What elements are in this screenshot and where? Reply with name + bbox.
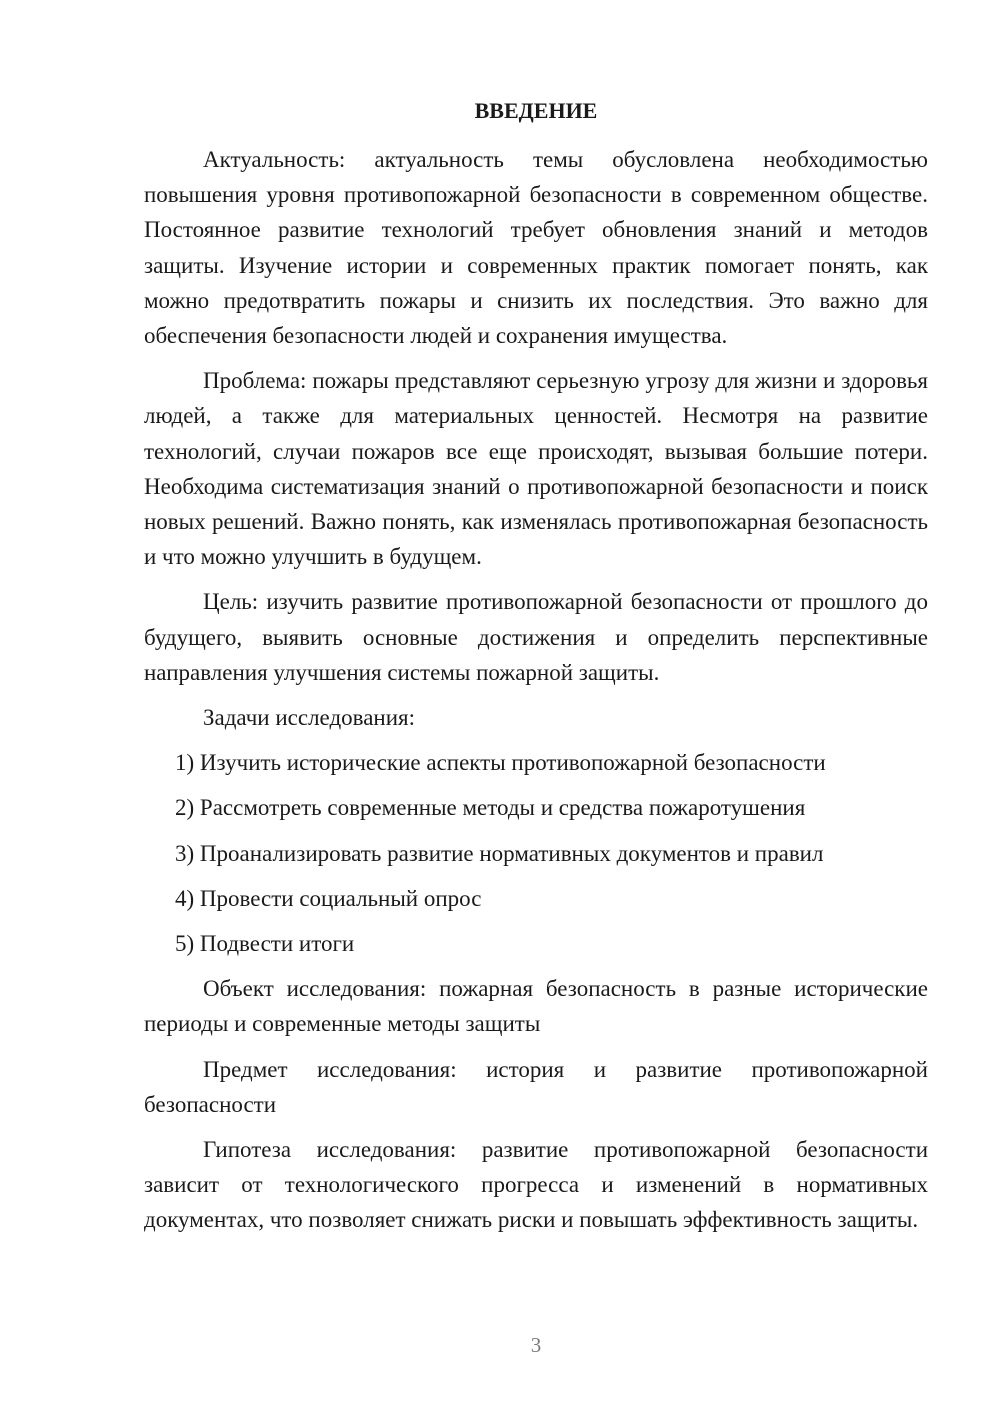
page-number: 3 [530, 1333, 542, 1357]
tasks-heading: Задачи исследования: [203, 705, 416, 731]
task-item-3: 3) Проанализировать развитие нормативных документов и правил [175, 840, 824, 866]
document-page [144, 94, 928, 1248]
paragraph-hypothesis: Гипотеза исследования: развитие противопожарной безопасности зависит от технологического прогресса и изменений в нормативных документах, что позволяет снижать риски и повышать эффективность защиты. [144, 1137, 928, 1233]
paragraph-subject: Предмет исследования: история и развитие противопожарной безопасности [144, 1056, 928, 1117]
task-item-4: 4) Провести социальный опрос [175, 885, 482, 911]
paragraph-problem: Проблема: пожары представляют серьезную угрозу для жизни и здоровья людей, а также для материальных ценностей. Несмотря на развитие технологий, случаи пожаров все еще происходят, вызывая большие потери. Необходима систематизация знаний о противопожарной безопасности и поиск новых решений. Важно понять, как изменялась противопожарная безопасность и что можно улучшить в будущем. [144, 368, 928, 570]
paragraph-goal: Цель: изучить развитие противопожарной безопасности от прошлого до будущего, выявить основные достижения и определить перспективные направления улучшения системы пожарной защиты. [144, 589, 928, 685]
page-title: ВВЕДЕНИЕ [474, 98, 598, 123]
paragraph-relevance: Актуальность: актуальность темы обусловлена необходимостью повышения уровня противопожарной безопасности в современном обществе. Постоянное развитие технологий требует обновления знаний и методов защиты. Изучение истории и современных практик помогает понять, как можно предотвратить пожары и снизить их последствия. Это важно для обеспечения безопасности людей и сохранения имущества. [144, 147, 928, 349]
task-item-2: 2) Рассмотреть современные методы и средства пожаротушения [175, 795, 806, 821]
paragraph-object: Объект исследования: пожарная безопасность в разные исторические периоды и современные методы защиты [144, 976, 928, 1037]
task-item-1: 1) Изучить исторические аспекты противопожарной безопасности [175, 750, 826, 776]
task-item-5: 5) Подвести итоги [175, 931, 355, 957]
tasks-list [144, 745, 928, 961]
